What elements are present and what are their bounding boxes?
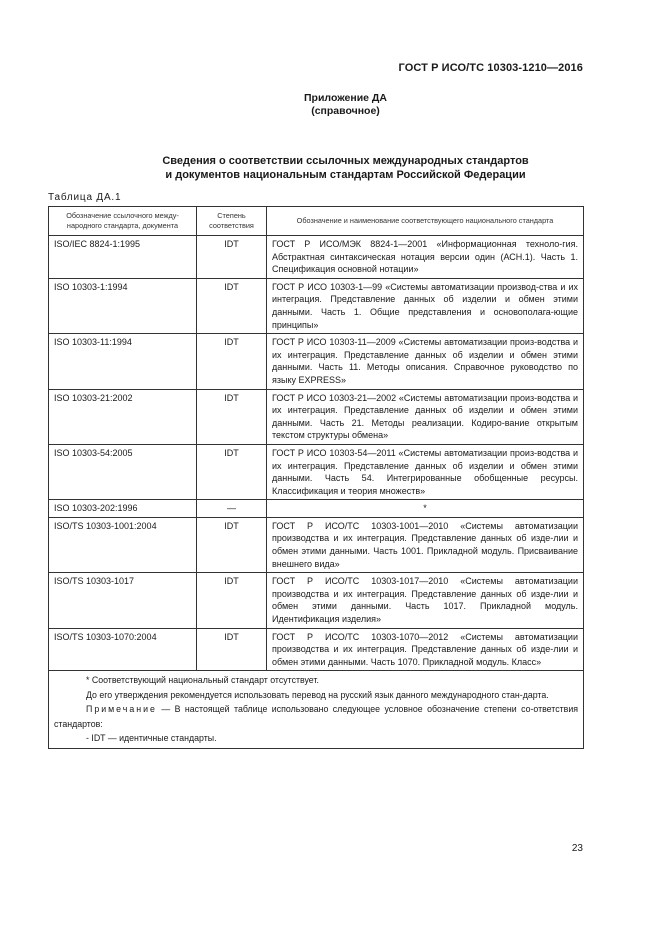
header-national-standard: Обозначение и наименование соответствующего национального стандарта (267, 207, 584, 236)
table-row (49, 389, 584, 444)
note-idt-definition: - IDT — идентичные стандарты. (86, 733, 217, 744)
standard-code-header: ГОСТ Р ИСО/ТС 10303-1210—2016 (398, 62, 583, 74)
header-ref-standard: Обозначение ссылочного между-народного стандарта, документа (49, 207, 197, 236)
section-title-line-2: и документов национальным стандартам Российской Федерации (165, 169, 526, 181)
note-text: — В настоящей таблице использовано следующее условное обозначение степени со-ответствия стандартов: (54, 704, 578, 729)
cell-degree: IDT (197, 444, 267, 499)
table-caption: Таблица ДА.1 (48, 192, 122, 203)
note-label: Примечание (86, 704, 157, 715)
appendix-title: Приложение ДА (304, 92, 387, 104)
cell-degree: IDT (197, 628, 267, 671)
cell-ref: ISO 10303-11:1994 (49, 334, 197, 389)
cell-degree: IDT (197, 389, 267, 444)
table-header-row (49, 207, 584, 236)
footnote-star: * Соответствующий национальный стандарт отсутствует. (86, 675, 319, 686)
cell-ref: ISO 10303-202:1996 (49, 500, 197, 518)
page-number: 23 (571, 843, 583, 854)
cell-national: ГОСТ Р ИСО 10303-54—2011 «Системы автоматизации произ-водства и их интеграция. Представление данных об изделии и обмен этими данными. Часть 54. Интегрированные обобщенные ресурсы. Классификация и теория множеств» (267, 444, 584, 499)
table-row (49, 500, 584, 518)
footnote-translation: До его утверждения рекомендуется использовать перевод на русский язык данного международного стан-дарта. (86, 689, 549, 700)
cell-ref: ISO/TS 10303-1001:2004 (49, 517, 197, 572)
table-row (49, 236, 584, 279)
cell-national: * (267, 500, 584, 518)
cell-degree: IDT (197, 517, 267, 572)
cell-ref: ISO 10303-54:2005 (49, 444, 197, 499)
cell-national: ГОСТ Р ИСО/МЭК 8824-1—2001 «Информационная техноло-гия. Абстрактная синтаксическая нотация версии один (АСН.1). Часть 1. Спецификация основной нотации» (267, 236, 584, 279)
table-note (54, 702, 578, 731)
cell-ref: ISO 10303-21:2002 (49, 389, 197, 444)
table-footnotes (49, 671, 584, 749)
cell-national: ГОСТ Р ИСО 10303-21—2002 «Системы автоматизации произ-водства и их интеграция. Представление данных об изделии и обмен этими данными. Часть 21. Методы реализации. Кодиро-вание открытым текстом структуры обмена» (267, 389, 584, 444)
section-title (0, 154, 661, 182)
table-row (49, 628, 584, 671)
cell-ref: ISO/IEC 8824-1:1995 (49, 236, 197, 279)
cell-national: ГОСТ Р ИСО 10303-1—99 «Системы автоматизации производ-ства и их интеграция. Представление данных об изделии и обмен этими данными. Часть 1. Общие представления и основополага-ющие принципы» (267, 278, 584, 333)
cell-degree: IDT (197, 278, 267, 333)
table-row (49, 444, 584, 499)
table-row (49, 278, 584, 333)
cell-degree: IDT (197, 573, 267, 628)
cell-ref: ISO 10303-1:1994 (49, 278, 197, 333)
correspondence-table (48, 206, 584, 749)
cell-national: ГОСТ Р ИСО/ТС 10303-1001—2010 «Системы автоматизации производства и их интеграция. Представление данных об изде-лии и обмен этими данными. Часть 1001. Прикладной модуль. Присваивание внешнего вида» (267, 517, 584, 572)
cell-ref: ISO/TS 10303-1017 (49, 573, 197, 628)
table-footer-row (49, 671, 584, 749)
appendix-heading (0, 92, 661, 118)
table-row (49, 573, 584, 628)
cell-degree: — (197, 500, 267, 518)
cell-degree: IDT (197, 236, 267, 279)
cell-national: ГОСТ Р ИСО/ТС 10303-1017—2010 «Системы автоматизации производства и их интеграция. Представление данных об изде-лии и обмен этими данными. Часть 1017. Прикладной модуль. Идентификация изделия» (267, 573, 584, 628)
table-row (49, 517, 584, 572)
cell-national: ГОСТ Р ИСО/ТС 10303-1070—2012 «Системы автоматизации производства и их интеграция. Представление данных об изде-лии и обмен этими данными. Часть 1070. Прикладной модуль. Класс» (267, 628, 584, 671)
table-row (49, 334, 584, 389)
header-degree: Степень соответствия (197, 207, 267, 236)
cell-degree: IDT (197, 334, 267, 389)
section-title-line-1: Сведения о соответствии ссылочных международных стандартов (162, 155, 529, 167)
cell-national: ГОСТ Р ИСО 10303-11—2009 «Системы автоматизации произ-водства и их интеграция. Представление данных об изделии и обмен этими данными. Часть 11. Методы описания. Справочное руководство по языку EXPRESS» (267, 334, 584, 389)
appendix-subtitle: (справочное) (311, 105, 380, 117)
cell-ref: ISO/TS 10303-1070:2004 (49, 628, 197, 671)
